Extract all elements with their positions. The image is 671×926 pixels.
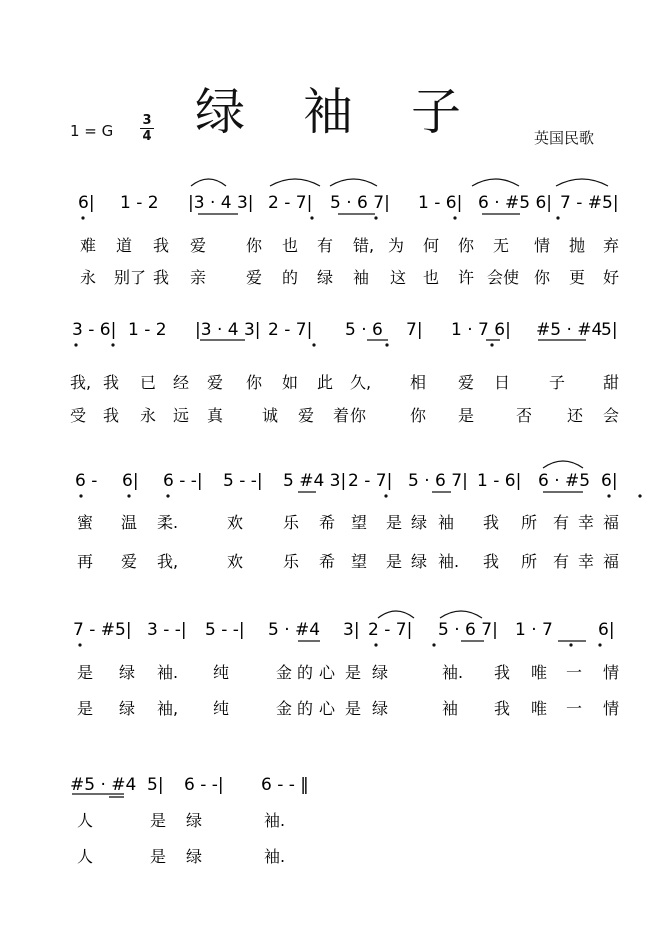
lyric-verse2: 还 <box>567 406 584 425</box>
lyric-verse2: 爱 <box>121 552 138 571</box>
lyric-verse1: 欢 <box>227 513 244 532</box>
octave-dot <box>569 643 572 646</box>
lyric-verse1: 弃 <box>603 236 620 255</box>
octave-dot <box>607 494 610 497</box>
octave-dot <box>312 343 315 346</box>
music-segment: 3 - -| <box>147 620 187 640</box>
lyric-verse2: 金 <box>276 699 293 718</box>
lyric-verse2: 我 <box>494 699 511 718</box>
lyric-verse1: 人 <box>77 811 94 830</box>
lyric-verse1: 子 <box>549 373 566 392</box>
lyric-verse1: 绿 <box>411 513 428 532</box>
music-segment: 5 · 6 7| <box>438 620 498 640</box>
music-segment: 6 · #5 6| <box>478 193 553 213</box>
lyric-verse2: 远 <box>173 406 190 425</box>
octave-dot <box>111 343 114 346</box>
lyric-verse2: 你 <box>410 406 427 425</box>
lyric-verse1: 爱 <box>207 373 224 392</box>
music-segment: 1 - 6| <box>418 193 463 213</box>
octave-dot <box>432 643 435 646</box>
lyric-verse2: 袖. <box>264 847 286 866</box>
octave-dot <box>384 494 387 497</box>
lyric-verse1: 我, <box>70 373 92 392</box>
lyric-verse1: 你 <box>246 373 263 392</box>
music-segment: 1 - 6| <box>477 471 522 491</box>
lyric-verse2: 永 <box>80 268 97 287</box>
music-segment: 1 - 2 <box>120 193 159 213</box>
lyric-verse1: 甜 <box>603 373 620 392</box>
lyric-verse2: 诚 <box>262 406 279 425</box>
music-segment: 5 · 6 7| <box>408 471 468 491</box>
lyric-verse1: 错, <box>353 236 375 255</box>
lyric-verse1: 心 <box>319 663 336 682</box>
lyric-verse1: 乐 <box>283 513 300 532</box>
lyric-verse2: 会使 <box>487 268 520 287</box>
lyric-verse1: 是 <box>77 663 94 682</box>
lyric-verse2: 绿 <box>119 699 136 718</box>
lyric-verse1: 温 <box>121 513 138 532</box>
lyric-verse2: 许 <box>458 268 475 287</box>
music-segment: 1 - 2 <box>128 320 167 340</box>
slur-mark <box>378 611 414 618</box>
lyric-verse1: 唯 <box>531 663 548 682</box>
song-title: 绿袖子 <box>195 83 519 141</box>
lyric-verse2: 亲 <box>190 268 207 287</box>
octave-dot <box>638 494 641 497</box>
lyric-verse1: 你 <box>246 236 263 255</box>
octave-dot <box>79 494 82 497</box>
music-segment: 6 · #5 <box>538 471 591 491</box>
lyric-verse2: 是 <box>77 699 94 718</box>
lyric-verse2: 你 <box>350 406 367 425</box>
lyric-verse2: 会 <box>603 406 620 425</box>
lyric-verse2: 你 <box>534 268 551 287</box>
lyric-verse2: 绿 <box>317 268 334 287</box>
lyric-verse2: 情 <box>603 699 620 718</box>
lyric-verse2: 乐 <box>283 552 300 571</box>
lyric-verse2: 好 <box>603 268 620 287</box>
lyric-verse1: 无 <box>493 236 510 255</box>
octave-dot <box>374 643 377 646</box>
lyric-verse1: 也 <box>282 236 299 255</box>
lyric-verse1: 我 <box>494 663 511 682</box>
lyric-verse2: 也 <box>423 268 440 287</box>
slur-mark <box>440 611 482 618</box>
slur-mark <box>472 179 519 186</box>
music-segment: |3 · 4 3| <box>195 320 261 340</box>
music-segment: 5 - -| <box>223 471 263 491</box>
lyric-verse1: 柔. <box>157 513 179 532</box>
lyric-verse2: 我, <box>157 552 179 571</box>
lyric-verse1: 一 <box>566 663 583 682</box>
lyric-verse1: 久, <box>350 373 372 392</box>
lyric-verse2: 望 <box>351 552 368 571</box>
slur-mark <box>191 179 226 186</box>
lyric-verse2: 绿 <box>411 552 428 571</box>
lyric-verse2: 绿 <box>372 699 389 718</box>
lyric-verse1: 福 <box>603 513 620 532</box>
music-segment: 6 - -| <box>184 775 224 795</box>
lyric-verse1: 有 <box>317 236 334 255</box>
music-segment: 5 · 6 <box>345 320 383 340</box>
octave-dot <box>127 494 130 497</box>
music-segment: 6| <box>601 471 618 491</box>
lyric-verse1: 爱 <box>190 236 207 255</box>
octave-dot <box>166 494 169 497</box>
lyric-verse1: 袖. <box>264 811 286 830</box>
music-segment: 6| <box>598 620 615 640</box>
music-segment: 7| <box>406 320 423 340</box>
lyric-verse2: 永 <box>140 406 157 425</box>
lyric-verse2: 袖 <box>442 699 459 718</box>
octave-dot <box>598 643 601 646</box>
lyric-verse2: 袖 <box>353 268 370 287</box>
lyric-verse1: 是 <box>345 663 362 682</box>
music-segment: 5 - -| <box>205 620 245 640</box>
lyric-verse1: 我 <box>153 236 170 255</box>
lyric-verse2: 一 <box>566 699 583 718</box>
lyric-verse2: 再 <box>77 552 94 571</box>
lyric-verse2: 我 <box>483 552 500 571</box>
lyric-verse1: 我 <box>483 513 500 532</box>
lyric-verse2: 的 <box>282 268 299 287</box>
lyric-verse2: 爱 <box>246 268 263 287</box>
lyric-verse2: 心 <box>319 699 336 718</box>
lyric-verse1: 已 <box>140 373 157 392</box>
lyric-verse1: 何 <box>423 236 440 255</box>
music-segment: 5 #4 3| <box>283 471 347 491</box>
slur-mark <box>556 179 608 186</box>
lyric-verse2: 是 <box>458 406 475 425</box>
lyric-verse2: 否 <box>516 406 533 425</box>
octave-dot <box>374 216 377 219</box>
lyric-verse1: 绿 <box>186 811 203 830</box>
music-segment: |3 · 4 3| <box>188 193 254 213</box>
lyric-verse2: 纯 <box>213 699 230 718</box>
lyric-verse1: 袖 <box>438 513 455 532</box>
music-segment: 2 - 7| <box>348 471 393 491</box>
time-signature-bottom: 4 <box>142 129 152 144</box>
music-segment: 6 - - ‖ <box>261 775 309 795</box>
music-segment: #5 · #4 <box>70 775 137 795</box>
music-segment: 1 · 7 <box>515 620 553 640</box>
song-origin: 英国民歌 <box>534 129 595 147</box>
lyric-verse1: 的 <box>297 663 314 682</box>
lyric-verse2: 袖, <box>157 699 179 718</box>
music-segment: 5| <box>601 320 618 340</box>
lyric-verse1: 情 <box>603 663 620 682</box>
lyric-verse1: 相 <box>410 373 427 392</box>
lyric-verse2: 唯 <box>531 699 548 718</box>
lyric-verse1: 此 <box>317 373 334 392</box>
octave-dot <box>453 216 456 219</box>
lyric-verse1: 是 <box>386 513 403 532</box>
lyric-verse2: 袖. <box>438 552 460 571</box>
music-segment: 6| <box>78 193 95 213</box>
lyric-verse1: 金 <box>276 663 293 682</box>
lyric-verse2: 这 <box>390 268 407 287</box>
lyric-verse1: 我 <box>103 373 120 392</box>
lyric-verse1: 抛 <box>569 236 586 255</box>
lyric-verse2: 受 <box>70 406 87 425</box>
slur-mark <box>543 461 583 468</box>
lyric-verse1: 所 <box>521 513 538 532</box>
lyric-verse1: 绿 <box>372 663 389 682</box>
lyric-verse2: 人 <box>77 847 94 866</box>
lyric-verse2: 别了 <box>114 268 147 287</box>
lyric-verse2: 有 <box>553 552 570 571</box>
music-segment: 5 · #4 <box>268 620 321 640</box>
lyric-verse2: 爱 <box>298 406 315 425</box>
music-segment: 1 · 7 6| <box>451 320 511 340</box>
lyric-verse2: 真 <box>207 406 224 425</box>
octave-dot <box>385 343 388 346</box>
lyric-verse1: 袖. <box>157 663 179 682</box>
lyric-verse2: 欢 <box>227 552 244 571</box>
music-segment: 2 - 7| <box>268 193 313 213</box>
octave-dot <box>556 216 559 219</box>
lyric-verse2: 着 <box>333 406 350 425</box>
lyric-verse2: 是 <box>345 699 362 718</box>
music-segment: 2 - 7| <box>368 620 413 640</box>
lyric-verse2: 我 <box>103 406 120 425</box>
lyric-verse2: 是 <box>386 552 403 571</box>
lyric-verse1: 幸 <box>578 513 595 532</box>
lyric-verse2: 幸 <box>578 552 595 571</box>
lyric-verse1: 你 <box>458 236 475 255</box>
lyric-verse1: 蜜 <box>77 513 94 532</box>
lyric-verse1: 希 <box>319 513 336 532</box>
music-segment: 6| <box>122 471 139 491</box>
lyric-verse2: 绿 <box>186 847 203 866</box>
lyric-verse1: 道 <box>116 236 133 255</box>
lyric-verse2: 的 <box>297 699 314 718</box>
lyric-verse1: 袖. <box>442 663 464 682</box>
lyric-verse2: 更 <box>569 268 586 287</box>
octave-dot <box>81 216 84 219</box>
lyric-verse1: 是 <box>150 811 167 830</box>
music-segment: 5| <box>147 775 164 795</box>
lyric-verse1: 爱 <box>458 373 475 392</box>
slur-mark <box>330 179 377 186</box>
lyric-verse2: 我 <box>153 268 170 287</box>
music-segment: 3 - 6| <box>72 320 117 340</box>
time-signature-top: 3 <box>142 113 152 128</box>
music-segment: 7 - #5| <box>560 193 619 213</box>
lyric-verse2: 所 <box>521 552 538 571</box>
lyric-verse2: 希 <box>319 552 336 571</box>
music-segment: 7 - #5| <box>73 620 132 640</box>
lyric-verse1: 纯 <box>213 663 230 682</box>
lyric-verse1: 日 <box>494 373 511 392</box>
music-segment: 5 · 6 7| <box>330 193 390 213</box>
key-signature: 1 = G <box>70 122 114 140</box>
lyric-verse1: 有 <box>553 513 570 532</box>
lyric-verse1: 如 <box>282 373 299 392</box>
music-segment: 6 - <box>75 471 98 491</box>
lyric-verse1: 情 <box>534 236 551 255</box>
lyric-verse1: 经 <box>173 373 190 392</box>
octave-dot <box>310 216 313 219</box>
lyric-verse1: 望 <box>351 513 368 532</box>
octave-dot <box>78 643 81 646</box>
music-segment: 3| <box>343 620 360 640</box>
lyric-verse2: 福 <box>603 552 620 571</box>
lyric-verse1: 为 <box>388 236 405 255</box>
octave-dot <box>490 343 493 346</box>
lyric-verse1: 绿 <box>119 663 136 682</box>
lyric-verse1: 难 <box>80 236 97 255</box>
music-segment: 2 - 7| <box>268 320 313 340</box>
octave-dot <box>74 343 77 346</box>
music-segment: #5 · #4 <box>536 320 603 340</box>
lyric-verse2: 是 <box>150 847 167 866</box>
slur-mark <box>270 179 320 186</box>
music-segment: 6 - -| <box>163 471 203 491</box>
